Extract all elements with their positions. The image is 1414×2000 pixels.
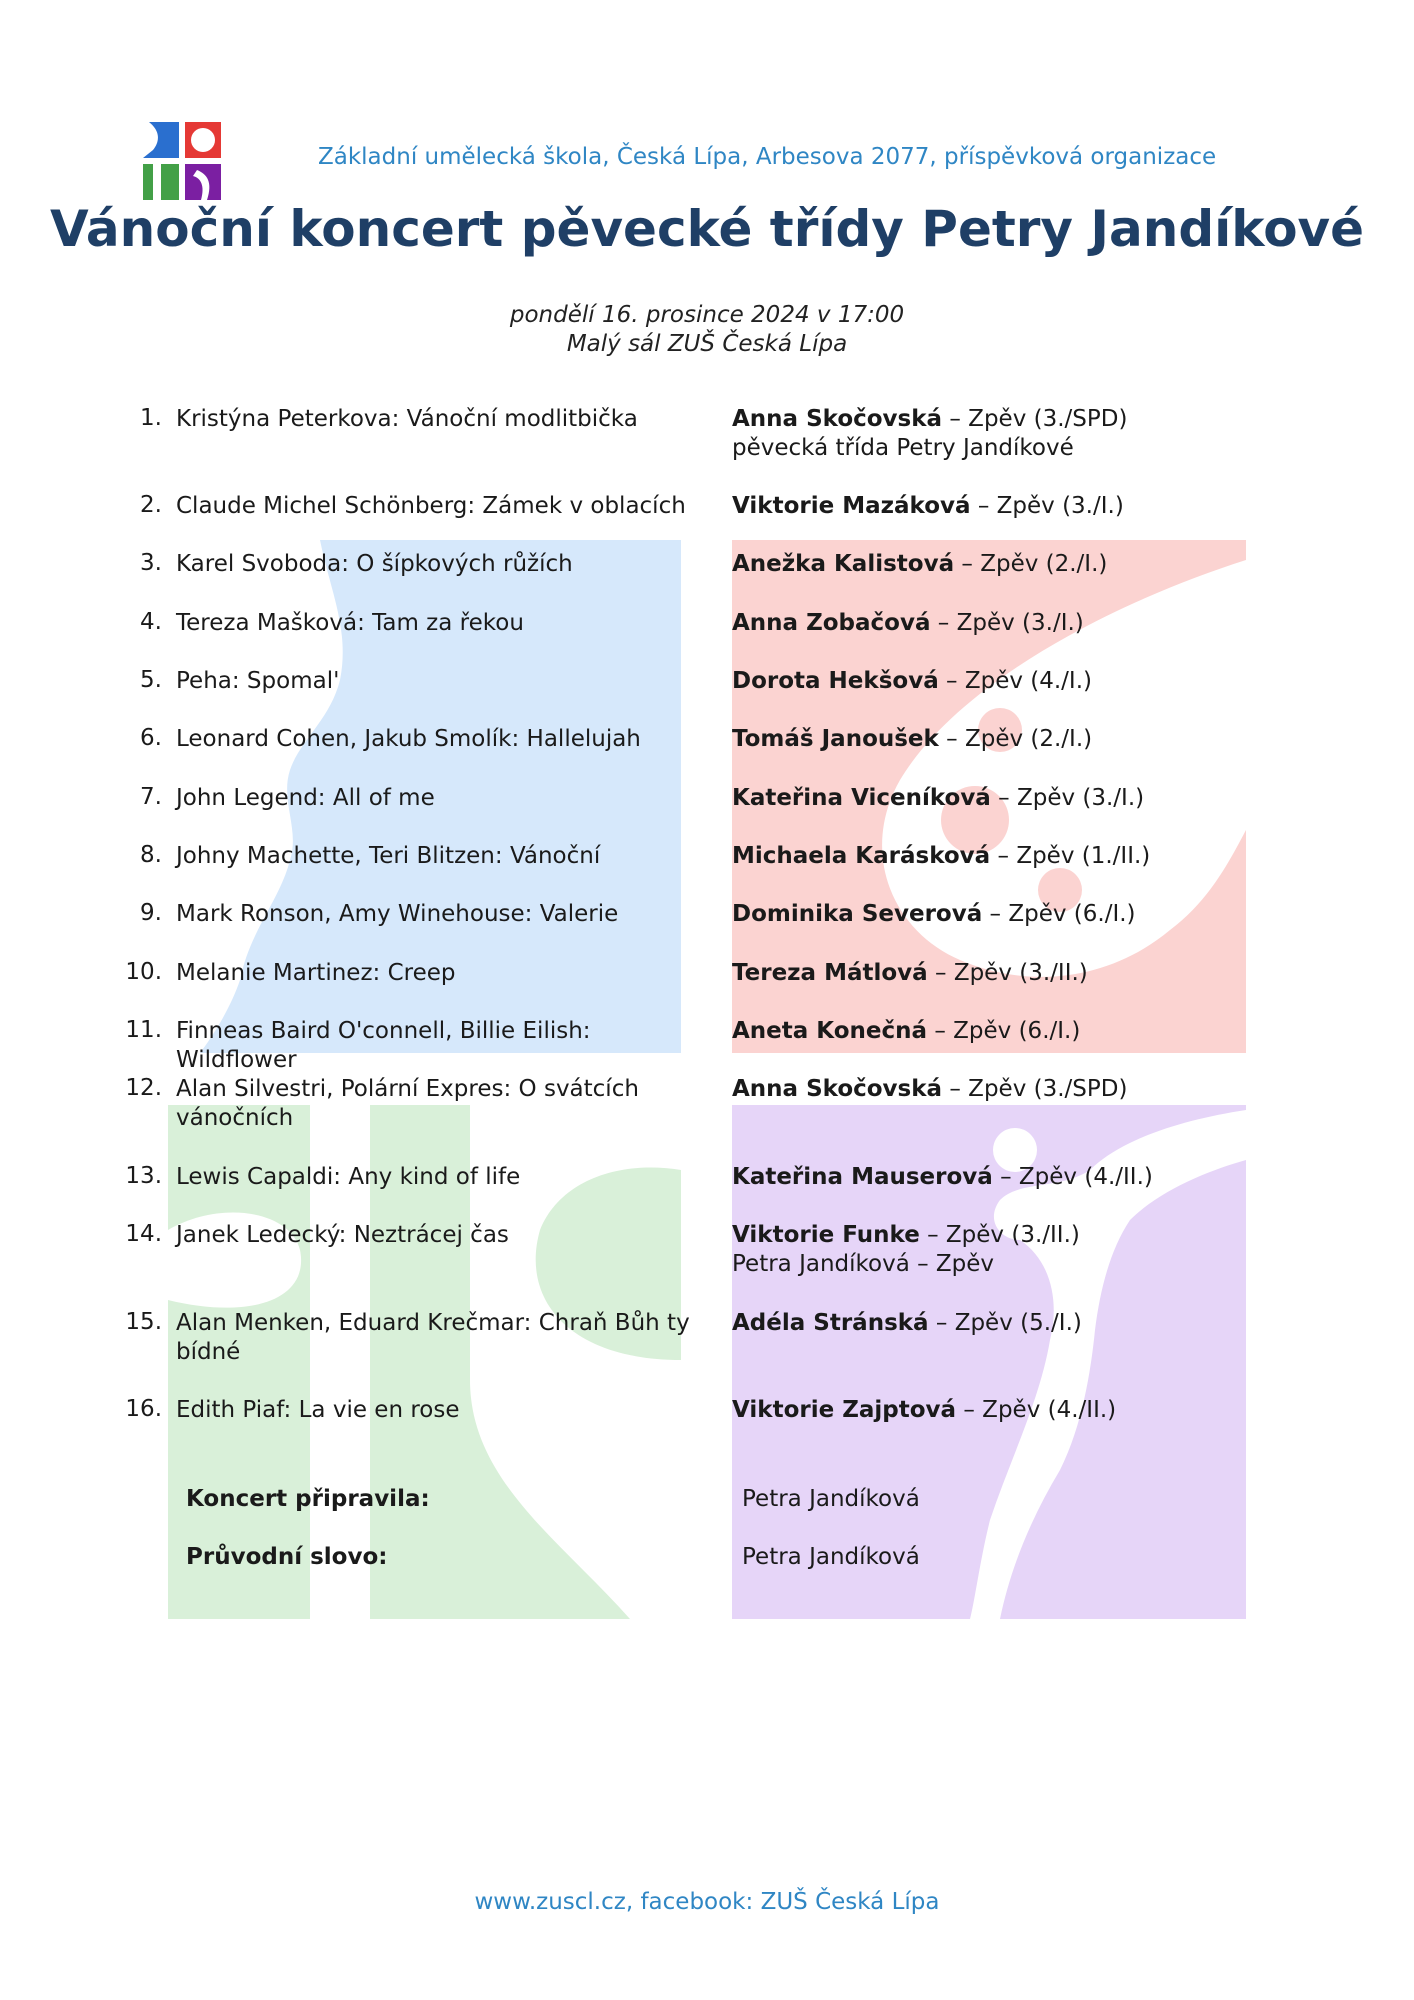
item-number: 10. — [125, 959, 162, 985]
work-title: Johny Machette, Teri Blitzen: Vánoční — [176, 843, 601, 869]
performer-role: – Zpěv (4./II.) — [992, 1164, 1153, 1190]
work-title: John Legend: All of me — [176, 785, 435, 811]
performer-name: Tereza Mátlová — [732, 960, 928, 986]
performer-role: – Zpěv (6./I.) — [927, 1018, 1081, 1044]
performer-role: – Zpěv (3./I.) — [970, 493, 1124, 519]
prepared-label: Koncert připravila: — [186, 1486, 430, 1512]
item-number: 9. — [140, 900, 162, 926]
work-title: Alan Silvestri, Polární Expres: O svátcích vánočních — [176, 1076, 639, 1131]
performer-role: – Zpěv (5./I.) — [928, 1310, 1082, 1336]
item-number: 7. — [140, 784, 162, 810]
performer-name: Tomáš Janoušek — [732, 726, 939, 752]
performer-role: – Zpěv (3./SPD) — [942, 1076, 1128, 1102]
work-title: Alan Menken, Eduard Krečmar: Chraň Bůh ty bídné — [176, 1310, 690, 1365]
performer — [732, 1017, 1232, 1046]
work-title: Claude Michel Schönberg: Zámek v oblacích — [176, 493, 686, 519]
concert-venue: Malý sál ZUŠ Česká Lípa — [566, 331, 848, 357]
performer-extra: pěvecká třída Petry Jandíkové — [732, 435, 1074, 461]
performer-name: Adéla Stránská — [732, 1310, 929, 1336]
performer-role: – Zpěv (1./II.) — [990, 843, 1151, 869]
performer-role: – Zpěv (6./I.) — [982, 901, 1136, 927]
performer — [732, 1309, 1232, 1338]
performer-name: Michaela Karásková — [732, 843, 991, 869]
work-title: Kristýna Peterkova: Vánoční modlitbička — [176, 406, 638, 432]
item-number: 4. — [140, 609, 162, 635]
performer-name: Anežka Kalistová — [732, 551, 955, 577]
performer — [732, 784, 1232, 813]
item-number: 15. — [125, 1309, 162, 1335]
performer — [732, 1163, 1232, 1192]
school-name: Základní umělecká škola, Česká Lípa, Arbesova 2077, příspěvková organizace — [318, 144, 1217, 170]
item-number: 1. — [140, 405, 162, 431]
performer-name: Aneta Konečná — [732, 1018, 928, 1044]
palette-icon — [191, 128, 215, 152]
performer-role: – Zpěv (3./I.) — [930, 610, 1084, 636]
performer — [732, 550, 1232, 579]
item-number: 14. — [125, 1221, 162, 1247]
work-title: Finneas Baird O'connell, Billie Eilish: Wildflower — [176, 1018, 591, 1073]
performer-name: Dominika Severová — [732, 901, 983, 927]
school-logo — [141, 120, 223, 202]
performer — [732, 725, 1232, 754]
performer — [732, 405, 1232, 463]
performer-role: – Zpěv (3./II.) — [927, 960, 1088, 986]
work-title: Lewis Capaldi: Any kind of life — [176, 1164, 521, 1190]
work-title: Melanie Martinez: Creep — [176, 960, 456, 986]
work-title: Leonard Cohen, Jakub Smolík: Hallelujah — [176, 726, 641, 752]
performer-extra: Petra Jandíková – Zpěv — [732, 1251, 995, 1277]
work-title: Janek Ledecký: Neztrácej čas — [176, 1222, 509, 1248]
footer-links[interactable]: www.zuscl.cz, facebook: ZUŠ Česká Lípa — [474, 1889, 940, 1915]
performer-role: – Zpěv (4./I.) — [938, 668, 1093, 694]
performer — [732, 667, 1232, 696]
work-title: Peha: Spomal' — [176, 668, 340, 694]
item-number: 13. — [125, 1163, 162, 1189]
speech-label: Průvodní slovo: — [186, 1544, 388, 1570]
work-title: Karel Svoboda: O šípkových růžích — [176, 551, 573, 577]
item-number: 2. — [140, 492, 162, 518]
performer — [732, 492, 1232, 521]
performer — [732, 1075, 1232, 1104]
performer-role: – Zpěv (4./II.) — [956, 1397, 1117, 1423]
speech-value: Petra Jandíková — [742, 1544, 920, 1570]
item-number: 6. — [140, 725, 162, 751]
performer-name: Anna Skočovská — [732, 406, 943, 432]
item-number: 5. — [140, 667, 162, 693]
item-number: 16. — [125, 1396, 162, 1422]
item-number: 11. — [125, 1017, 162, 1043]
performer-role: – Zpěv (2./I.) — [938, 726, 1093, 752]
performer — [732, 842, 1232, 871]
work-title: Mark Ronson, Amy Winehouse: Valerie — [176, 901, 619, 927]
item-number: 3. — [140, 550, 162, 576]
performer-name: Anna Skočovská — [732, 1076, 943, 1102]
item-number: 8. — [140, 842, 162, 868]
performer-name: Kateřina Mauserová — [732, 1164, 993, 1190]
performer-role: – Zpěv (3./II.) — [919, 1222, 1080, 1248]
performer — [732, 1396, 1232, 1425]
performer — [732, 900, 1232, 929]
work-title: Edith Piaf: La vie en rose — [176, 1397, 460, 1423]
performer-name: Kateřina Viceníková — [732, 785, 991, 811]
performer-role: – Zpěv (3./SPD) — [942, 406, 1128, 432]
performer — [732, 1221, 1232, 1279]
performer-name: Viktorie Funke — [732, 1222, 920, 1248]
page-title: Vánoční koncert pěvecké třídy Petry Jandíkové — [49, 200, 1365, 258]
performer-name: Dorota Hekšová — [732, 668, 939, 694]
performer-name: Viktorie Mazáková — [732, 493, 971, 519]
performer — [732, 609, 1232, 638]
performer-role: – Zpěv (2./I.) — [954, 551, 1108, 577]
performer-name: Anna Zobačová — [732, 610, 931, 636]
concert-date: pondělí 16. prosince 2024 v 17:00 — [509, 302, 905, 328]
prepared-value: Petra Jandíková — [742, 1486, 920, 1512]
performer-name: Viktorie Zajptová — [732, 1397, 957, 1423]
work-title: Tereza Mašková: Tam za řekou — [176, 610, 524, 636]
performer-role: – Zpěv (3./I.) — [990, 785, 1145, 811]
item-number: 12. — [125, 1075, 162, 1101]
performer — [732, 959, 1232, 988]
